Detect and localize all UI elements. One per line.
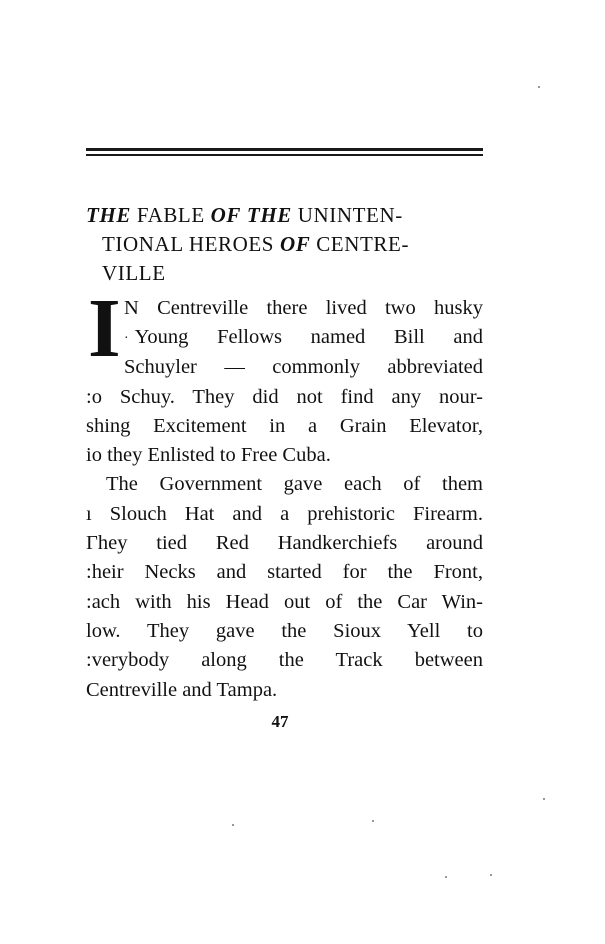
title-word: CENTRE-	[316, 232, 410, 256]
text-line: :o Schuy. They did not find any nour-	[86, 385, 483, 408]
text-line: :verybody along the Track between	[86, 649, 483, 672]
title-word-italic: THE	[86, 203, 131, 227]
text-line-content: Young Fellows named Bill and	[134, 326, 483, 349]
paper-speck	[490, 874, 492, 876]
title-line-3	[86, 259, 486, 288]
title-line-1	[86, 201, 486, 230]
text-line: Γhey tied Red Handkerchiefs around	[86, 532, 483, 555]
paper-speck	[543, 798, 545, 800]
bullet-dot-icon: ·	[124, 330, 129, 346]
text-line: Centreville and Tampa.	[86, 678, 278, 701]
text-line: N Centreville there lived two husky	[124, 297, 483, 319]
page-number: 47	[271, 712, 289, 731]
text-line	[86, 323, 483, 353]
title-line-2	[86, 230, 486, 259]
title-word: VILLE	[102, 261, 166, 285]
body-text	[86, 294, 483, 705]
paper-speck	[372, 820, 374, 822]
paper-speck	[538, 86, 540, 88]
text-line: ı Slouch Hat and a prehistoric Firearm.	[86, 502, 483, 525]
text-line: io they Enlisted to Free Cuba.	[86, 444, 331, 467]
title-word: UNINTEN-	[297, 203, 403, 227]
text-line: Schuyler — commonly abbreviated	[124, 356, 483, 379]
text-line: shing Excitement in a Grain Elevator,	[86, 414, 483, 437]
top-rule	[86, 148, 483, 151]
title-word-italic: THE	[246, 203, 292, 227]
paper-speck	[232, 824, 234, 826]
fable-title	[86, 201, 486, 288]
drop-cap: I	[88, 282, 121, 375]
paper-speck	[445, 876, 447, 878]
text-line: low. They gave the Sioux Yell to	[86, 619, 483, 642]
text-line: The Government gave each of them	[106, 473, 483, 496]
text-line: :ach with his Head out of the Car Win-	[86, 590, 483, 613]
title-word: TIONAL HEROES	[102, 232, 275, 256]
title-word: FABLE	[136, 203, 205, 227]
title-word-italic: OF	[279, 232, 311, 256]
text-line: :heir Necks and started for the Front,	[86, 561, 483, 584]
title-word-italic: OF	[210, 203, 242, 227]
top-rule-secondary	[86, 154, 483, 156]
